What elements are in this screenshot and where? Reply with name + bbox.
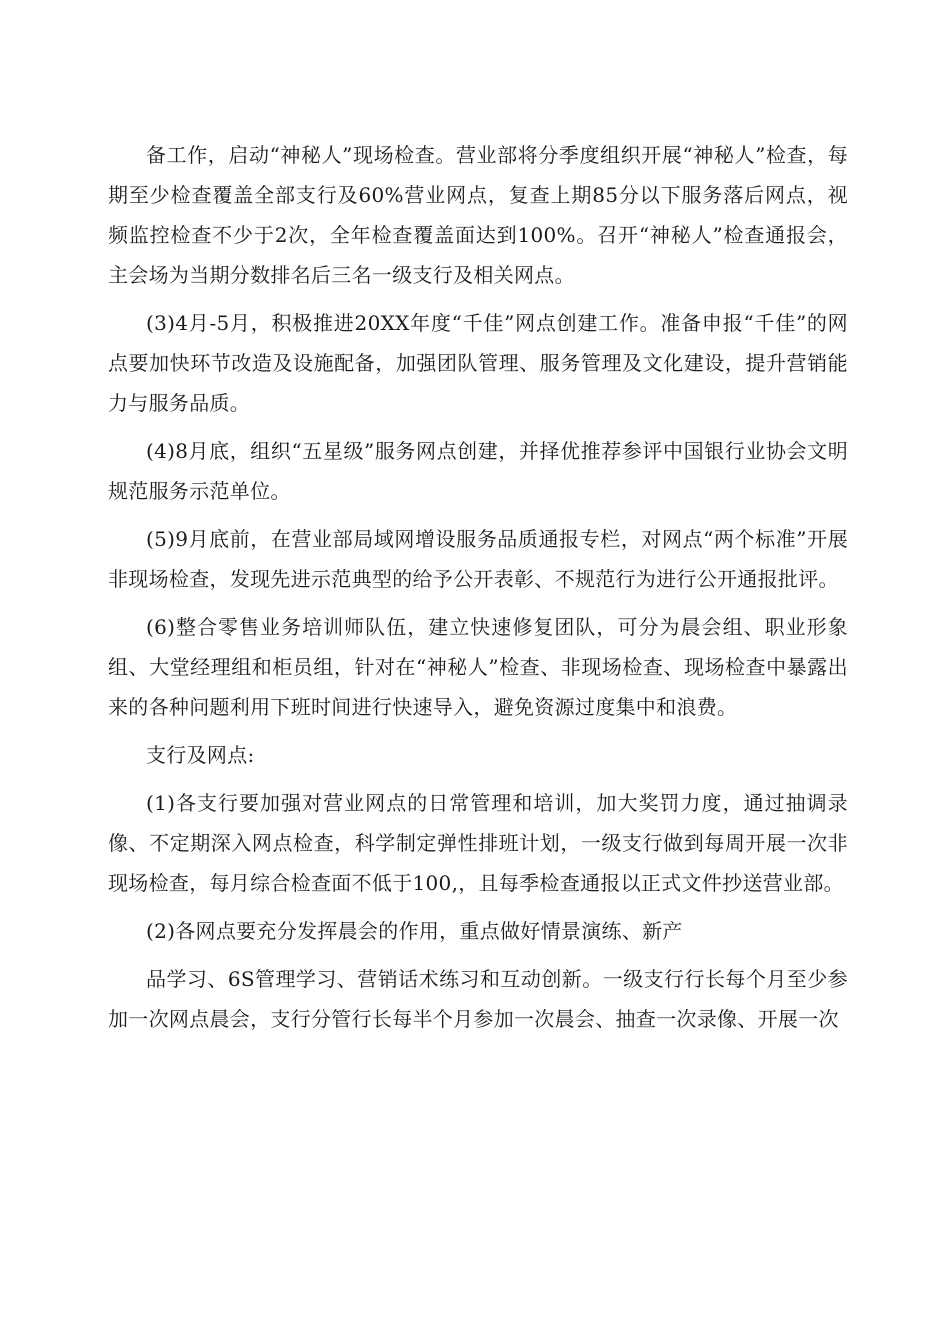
paragraph-item-6-trainer-team: (6)整合零售业务培训师队伍，建立快速修复团队，可分为晨会组、职业形象组、大堂经理组和柜员组，针对在“神秘人”检查、非现场检查、现场检查中暴露出来的各种问题利用下班时间进行快速导入，避免资源过度集中和浪费。 <box>108 615 848 719</box>
paragraph-item-4-five-star: (4)8月底，组织“五星级”服务网点创建，并择优推荐参评中国银行业协会文明规范服务示范单位。 <box>108 439 848 503</box>
paragraph-item-3-qianjia: (3)4月-5月，积极推进20XX年度“千佳”网点创建工作。准备申报“千佳”的网点要加快环节改造及设施配备，加强团队管理、服务管理及文化建设，提升营销能力与服务品质。 <box>108 311 848 415</box>
paragraph-continuation: 品学习、6S管理学习、营销话术练习和互动创新。一级支行行长每个月至少参加一次网点晨会，支行分管行长每半个月参加一次晨会、抽查一次录像、开展一次 <box>108 967 848 1031</box>
document-body <box>108 135 848 1047</box>
paragraph-item-5-quality-column: (5)9月底前，在营业部局域网增设服务品质通报专栏，对网点“两个标准”开展非现场检查，发现先进示范典型的给予公开表彰、不规范行为进行公开通报批评。 <box>108 527 848 591</box>
paragraph-branch-item-2: (2)各网点要充分发挥晨会的作用，重点做好情景演练、新产 <box>146 919 683 943</box>
paragraph-branch-item-1: (1)各支行要加强对营业网点的日常管理和培训，加大奖罚力度，通过抽调录像、不定期深入网点检查，科学制定弹性排班计划，一级支行做到每周开展一次非现场检查，每月综合检查面不低于100,，且每季检查通报以正式文件抄送营业部。 <box>108 791 848 895</box>
paragraph-mystery-shopper-inspection: 备工作，启动“神秘人”现场检查。营业部将分季度组织开展“神秘人”检查，每期至少检查覆盖全部支行及60%营业网点，复查上期85分以下服务落后网点，视频监控检查不少于2次，全年检查覆盖面达到100%。召开“神秘人”检查通报会，主会场为当期分数排名后三名一级支行及相关网点。 <box>108 143 848 287</box>
section-heading-branches-and-outlets: 支行及网点: <box>146 743 255 767</box>
